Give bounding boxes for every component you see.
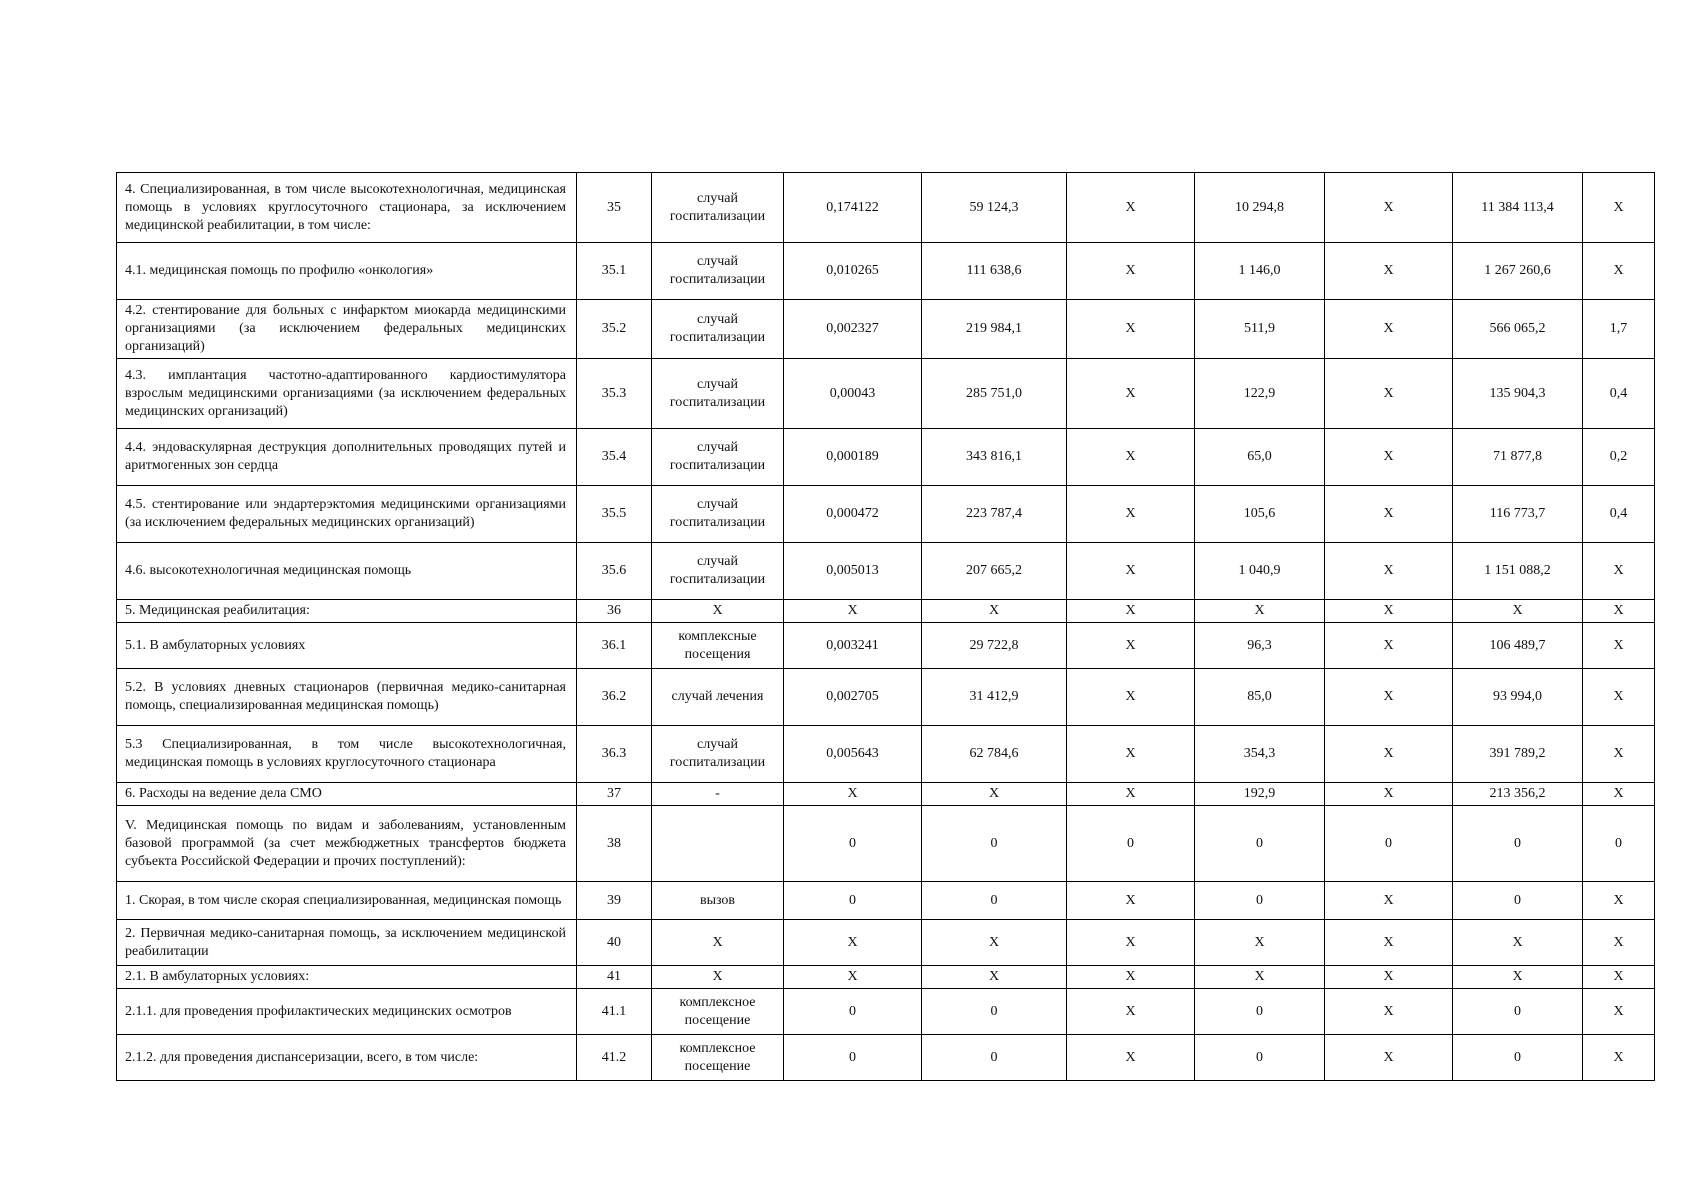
row-x-cell: X — [1067, 882, 1195, 920]
row-total-cell: 0 — [1453, 882, 1583, 920]
row-name-cell: 4.6. высокотехнологичная медицинская помощь — [117, 543, 577, 600]
row-code-cell: 35.1 — [577, 243, 652, 300]
row-rate-cell: 0 — [784, 1035, 922, 1081]
row-name-cell: 4.5. стентирование или эндартерэктомия медицинскими организациями (за исключением федеральных медицинских организаций) — [117, 486, 577, 543]
row-unit-cell: случай госпитализации — [652, 726, 784, 783]
row-code-cell: 35.3 — [577, 359, 652, 429]
row-total-cell: 213 356,2 — [1453, 783, 1583, 806]
row-unit-cell: вызов — [652, 882, 784, 920]
row-budget-cell: 511,9 — [1195, 300, 1325, 359]
row-x-cell: X — [1067, 429, 1195, 486]
row-share-cell: X — [1583, 882, 1655, 920]
financing-table — [116, 172, 1655, 1081]
row-total-cell: 1 151 088,2 — [1453, 543, 1583, 600]
row-budget-cell: 65,0 — [1195, 429, 1325, 486]
row-budget-cell: 354,3 — [1195, 726, 1325, 783]
row-x2-cell: X — [1325, 486, 1453, 543]
row-code-cell: 35.5 — [577, 486, 652, 543]
row-unit-cell: случай лечения — [652, 669, 784, 726]
row-x-cell: X — [1067, 1035, 1195, 1081]
table-row — [117, 882, 1655, 920]
row-total-cell: 106 489,7 — [1453, 623, 1583, 669]
row-rate-cell: 0,010265 — [784, 243, 922, 300]
row-rate-cell: 0,003241 — [784, 623, 922, 669]
row-budget-cell: X — [1195, 600, 1325, 623]
row-share-cell: X — [1583, 600, 1655, 623]
row-x2-cell: X — [1325, 783, 1453, 806]
row-unit-cell: комплексное посещение — [652, 989, 784, 1035]
row-total-cell: X — [1453, 966, 1583, 989]
row-name-cell: 1. Скорая, в том числе скорая специализированная, медицинская помощь — [117, 882, 577, 920]
row-cost-cell: X — [922, 783, 1067, 806]
table-row — [117, 623, 1655, 669]
row-total-cell: 11 384 113,4 — [1453, 173, 1583, 243]
row-unit-cell: случай госпитализации — [652, 243, 784, 300]
row-x2-cell: X — [1325, 623, 1453, 669]
row-unit-cell: X — [652, 966, 784, 989]
table-row — [117, 966, 1655, 989]
row-code-cell: 36 — [577, 600, 652, 623]
row-cost-cell: 0 — [922, 806, 1067, 882]
row-name-cell: 6. Расходы на ведение дела СМО — [117, 783, 577, 806]
row-budget-cell: 85,0 — [1195, 669, 1325, 726]
row-total-cell: X — [1453, 920, 1583, 966]
row-cost-cell: 219 984,1 — [922, 300, 1067, 359]
row-unit-cell: случай госпитализации — [652, 173, 784, 243]
row-share-cell: 0,2 — [1583, 429, 1655, 486]
row-rate-cell: 0,00043 — [784, 359, 922, 429]
row-rate-cell: X — [784, 920, 922, 966]
row-unit-cell: случай госпитализации — [652, 300, 784, 359]
row-code-cell: 35.2 — [577, 300, 652, 359]
row-name-cell: 2.1. В амбулаторных условиях: — [117, 966, 577, 989]
row-x2-cell: X — [1325, 429, 1453, 486]
table-body — [117, 173, 1655, 1081]
row-x-cell: X — [1067, 173, 1195, 243]
row-cost-cell: 59 124,3 — [922, 173, 1067, 243]
row-total-cell: 135 904,3 — [1453, 359, 1583, 429]
row-x2-cell: 0 — [1325, 806, 1453, 882]
row-share-cell: X — [1583, 783, 1655, 806]
row-cost-cell: X — [922, 600, 1067, 623]
row-budget-cell: 0 — [1195, 806, 1325, 882]
row-share-cell: X — [1583, 243, 1655, 300]
row-code-cell: 35.6 — [577, 543, 652, 600]
row-x2-cell: X — [1325, 243, 1453, 300]
row-x2-cell: X — [1325, 173, 1453, 243]
row-share-cell: 0,4 — [1583, 359, 1655, 429]
row-unit-cell: X — [652, 600, 784, 623]
row-unit-cell: - — [652, 783, 784, 806]
row-x-cell: X — [1067, 243, 1195, 300]
row-rate-cell: X — [784, 966, 922, 989]
row-code-cell: 41.1 — [577, 989, 652, 1035]
row-x-cell: X — [1067, 989, 1195, 1035]
row-unit-cell: случай госпитализации — [652, 486, 784, 543]
row-cost-cell: 31 412,9 — [922, 669, 1067, 726]
row-x2-cell: X — [1325, 1035, 1453, 1081]
row-unit-cell: случай госпитализации — [652, 429, 784, 486]
row-code-cell: 37 — [577, 783, 652, 806]
row-total-cell: 1 267 260,6 — [1453, 243, 1583, 300]
row-unit-cell: X — [652, 920, 784, 966]
row-x2-cell: X — [1325, 966, 1453, 989]
row-x2-cell: X — [1325, 300, 1453, 359]
row-rate-cell: 0 — [784, 806, 922, 882]
row-budget-cell: 0 — [1195, 882, 1325, 920]
row-cost-cell: 207 665,2 — [922, 543, 1067, 600]
row-total-cell: 566 065,2 — [1453, 300, 1583, 359]
row-code-cell: 39 — [577, 882, 652, 920]
row-cost-cell: 285 751,0 — [922, 359, 1067, 429]
row-budget-cell: 0 — [1195, 1035, 1325, 1081]
row-rate-cell: 0 — [784, 882, 922, 920]
table-row — [117, 989, 1655, 1035]
row-budget-cell: 0 — [1195, 989, 1325, 1035]
row-total-cell: 93 994,0 — [1453, 669, 1583, 726]
row-code-cell: 41 — [577, 966, 652, 989]
row-cost-cell: 111 638,6 — [922, 243, 1067, 300]
row-name-cell: V. Медицинская помощь по видам и заболеваниям, установленным базовой программой (за счет межбюджетных трансфертов бюджета субъекта Российской Федерации и прочих поступлений): — [117, 806, 577, 882]
row-x-cell: X — [1067, 543, 1195, 600]
row-rate-cell: 0,000472 — [784, 486, 922, 543]
row-budget-cell: 96,3 — [1195, 623, 1325, 669]
table-row — [117, 806, 1655, 882]
row-x-cell: X — [1067, 623, 1195, 669]
row-share-cell: 0 — [1583, 806, 1655, 882]
row-cost-cell: 0 — [922, 882, 1067, 920]
row-unit-cell: случай госпитализации — [652, 359, 784, 429]
row-x-cell: X — [1067, 300, 1195, 359]
row-share-cell: X — [1583, 989, 1655, 1035]
row-share-cell: X — [1583, 623, 1655, 669]
table-row — [117, 600, 1655, 623]
row-share-cell: X — [1583, 173, 1655, 243]
row-rate-cell: 0,174122 — [784, 173, 922, 243]
row-x-cell: X — [1067, 966, 1195, 989]
row-share-cell: 0,4 — [1583, 486, 1655, 543]
row-budget-cell: 1 146,0 — [1195, 243, 1325, 300]
row-share-cell: X — [1583, 920, 1655, 966]
row-x-cell: X — [1067, 600, 1195, 623]
row-rate-cell: 0,002327 — [784, 300, 922, 359]
row-x2-cell: X — [1325, 669, 1453, 726]
row-name-cell: 2. Первичная медико-санитарная помощь, за исключением медицинской реабилитации — [117, 920, 577, 966]
row-name-cell: 4.3. имплантация частотно-адаптированного кардиостимулятора взрослым медицинскими организациями (за исключением федеральных медицинских организаций) — [117, 359, 577, 429]
row-x-cell: X — [1067, 486, 1195, 543]
table-row — [117, 173, 1655, 243]
row-total-cell: 0 — [1453, 989, 1583, 1035]
row-budget-cell: 105,6 — [1195, 486, 1325, 543]
row-code-cell: 35.4 — [577, 429, 652, 486]
table-row — [117, 486, 1655, 543]
row-share-cell: X — [1583, 1035, 1655, 1081]
row-name-cell: 5.2. В условиях дневных стационаров (первичная медико-санитарная помощь, специализированная медицинская помощь) — [117, 669, 577, 726]
row-total-cell: 391 789,2 — [1453, 726, 1583, 783]
row-x-cell: X — [1067, 783, 1195, 806]
row-code-cell: 36.2 — [577, 669, 652, 726]
row-name-cell: 4. Специализированная, в том числе высокотехнологичная, медицинская помощь в условиях круглосуточного стационара, за исключением медицинской реабилитации, в том числе: — [117, 173, 577, 243]
row-x2-cell: X — [1325, 920, 1453, 966]
row-share-cell: X — [1583, 543, 1655, 600]
row-name-cell: 2.1.1. для проведения профилактических медицинских осмотров — [117, 989, 577, 1035]
row-code-cell: 38 — [577, 806, 652, 882]
row-budget-cell: X — [1195, 966, 1325, 989]
row-cost-cell: 62 784,6 — [922, 726, 1067, 783]
row-code-cell: 40 — [577, 920, 652, 966]
row-total-cell: 71 877,8 — [1453, 429, 1583, 486]
table-row — [117, 429, 1655, 486]
row-cost-cell: 29 722,8 — [922, 623, 1067, 669]
row-cost-cell: X — [922, 920, 1067, 966]
table-row — [117, 669, 1655, 726]
row-code-cell: 36.1 — [577, 623, 652, 669]
row-code-cell: 35 — [577, 173, 652, 243]
row-budget-cell: 10 294,8 — [1195, 173, 1325, 243]
row-unit-cell — [652, 806, 784, 882]
row-total-cell: X — [1453, 600, 1583, 623]
row-name-cell: 2.1.2. для проведения диспансеризации, всего, в том числе: — [117, 1035, 577, 1081]
row-x2-cell: X — [1325, 726, 1453, 783]
row-budget-cell: X — [1195, 920, 1325, 966]
table-row — [117, 783, 1655, 806]
row-total-cell: 116 773,7 — [1453, 486, 1583, 543]
row-cost-cell: X — [922, 966, 1067, 989]
row-name-cell: 5.3 Специализированная, в том числе высокотехнологичная, медицинская помощь в условиях круглосуточного стационара — [117, 726, 577, 783]
row-code-cell: 36.3 — [577, 726, 652, 783]
row-name-cell: 4.4. эндоваскулярная деструкция дополнительных проводящих путей и аритмогенных зон сердца — [117, 429, 577, 486]
row-rate-cell: 0 — [784, 989, 922, 1035]
row-unit-cell: комплексное посещение — [652, 1035, 784, 1081]
row-share-cell: X — [1583, 726, 1655, 783]
row-rate-cell: 0,005013 — [784, 543, 922, 600]
row-x2-cell: X — [1325, 359, 1453, 429]
row-cost-cell: 0 — [922, 989, 1067, 1035]
row-unit-cell: комплексные посещения — [652, 623, 784, 669]
table-row — [117, 359, 1655, 429]
row-cost-cell: 0 — [922, 1035, 1067, 1081]
row-cost-cell: 223 787,4 — [922, 486, 1067, 543]
row-x-cell: X — [1067, 920, 1195, 966]
row-share-cell: 1,7 — [1583, 300, 1655, 359]
row-rate-cell: 0,002705 — [784, 669, 922, 726]
table-row — [117, 543, 1655, 600]
row-x-cell: X — [1067, 726, 1195, 783]
row-cost-cell: 343 816,1 — [922, 429, 1067, 486]
row-share-cell: X — [1583, 966, 1655, 989]
row-rate-cell: 0,000189 — [784, 429, 922, 486]
row-rate-cell: X — [784, 783, 922, 806]
row-total-cell: 0 — [1453, 1035, 1583, 1081]
row-name-cell: 5.1. В амбулаторных условиях — [117, 623, 577, 669]
row-unit-cell: случай госпитализации — [652, 543, 784, 600]
row-code-cell: 41.2 — [577, 1035, 652, 1081]
table-row — [117, 1035, 1655, 1081]
row-rate-cell: X — [784, 600, 922, 623]
row-x2-cell: X — [1325, 600, 1453, 623]
table-row — [117, 920, 1655, 966]
row-rate-cell: 0,005643 — [784, 726, 922, 783]
row-x2-cell: X — [1325, 543, 1453, 600]
row-budget-cell: 1 040,9 — [1195, 543, 1325, 600]
row-x2-cell: X — [1325, 882, 1453, 920]
row-x-cell: X — [1067, 359, 1195, 429]
row-total-cell: 0 — [1453, 806, 1583, 882]
row-x-cell: 0 — [1067, 806, 1195, 882]
table-row — [117, 243, 1655, 300]
row-budget-cell: 122,9 — [1195, 359, 1325, 429]
row-name-cell: 5. Медицинская реабилитация: — [117, 600, 577, 623]
row-x-cell: X — [1067, 669, 1195, 726]
table-row — [117, 300, 1655, 359]
row-name-cell: 4.2. стентирование для больных с инфарктом миокарда медицинскими организациями (за исключением федеральных медицинских организаций) — [117, 300, 577, 359]
row-x2-cell: X — [1325, 989, 1453, 1035]
table-row — [117, 726, 1655, 783]
row-budget-cell: 192,9 — [1195, 783, 1325, 806]
row-name-cell: 4.1. медицинская помощь по профилю «онкология» — [117, 243, 577, 300]
row-share-cell: X — [1583, 669, 1655, 726]
